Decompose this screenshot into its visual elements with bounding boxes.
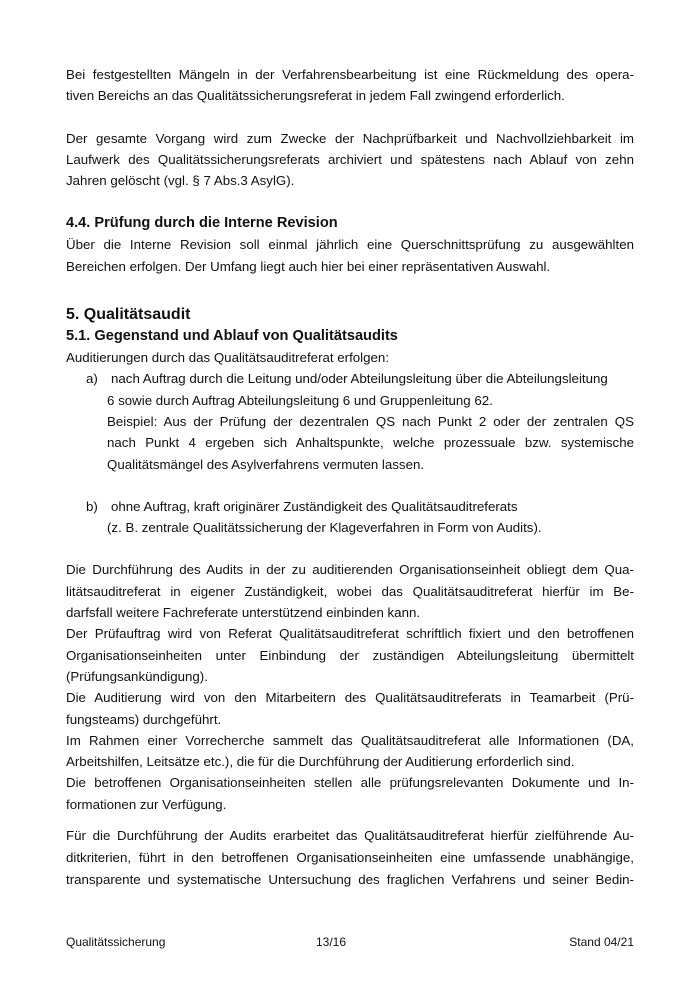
page-number: 13/16 [316,935,347,949]
text-line: Im Rahmen einer Vorrecherche sammelt das Qualitätsauditreferat alle Informationen (DA, [66,732,634,748]
text-line: (Prüfungsankündigung). [66,668,208,684]
text-line: Der gesamte Vorgang wird zum Zwecke der Nachprüfbarkeit und Nachvollziehbarkeit im [66,130,634,146]
audit-intro: Auditierungen durch das Qualitätsauditreferat erfolgen: [66,350,390,366]
text-line: Arbeitshilfen, Leitsätze etc.), die für die Durchführung der Auditierung erforderlich sind. [66,754,575,770]
text-line: Der Prüfauftrag wird von Referat Qualitätsauditreferat schriftlich fixiert und den betroffenen [66,626,634,642]
paragraph-audit-procedure [66,559,634,815]
text-line: fungsteams) durchgeführt. [66,711,222,727]
heading-4-4: 4.4. Prüfung durch die Interne Revision [66,215,338,232]
text-line: Über die Interne Revision soll einmal jährlich eine Querschnittsprüfung zu ausgewählten [66,237,634,253]
text-line: litätsauditreferat in eigener Zuständigkeit, wobei das Qualitätsauditreferat hierfür im Be- [66,583,634,599]
paragraph-internal-revision [66,234,634,277]
footer-title: Qualitätssicherung [66,935,166,949]
paragraph-audit-criteria [66,825,634,891]
text-line: Die Durchführung des Audits in der zu auditierenden Organisationseinheit obliegt dem Qua- [66,562,634,578]
text-line: (z. B. zentrale Qualitätssicherung der Klageverfahren in Form von Audits). [107,520,542,536]
text-line: transparente und systematische Untersuchung des fraglichen Verfahrens und seiner Bedin- [66,872,634,888]
list-item-b [66,496,634,539]
text-line: ohne Auftrag, kraft originärer Zuständigkeit des Qualitätsauditreferats [111,498,518,514]
text-line: Jahren gelöscht (vgl. § 7 Abs.3 AsylG). [66,173,295,189]
text-line: nach Auftrag durch die Leitung und/oder Abteilungsleitung über die Abteilungsleitung [111,371,608,387]
text-line: Die Auditierung wird von den Mitarbeitern des Qualitätsauditreferats in Teamarbeit (Prü- [66,690,634,706]
text-line: tiven Bereichs an das Qualitätssicherungsreferat in jedem Fall zwingend erforderlich. [66,88,565,104]
list-marker: b) [86,498,98,514]
text-line: Organisationseinheiten unter Einbindung der zuständigen Abteilungsleitung übermittelt [66,647,634,663]
text-line: ditkriterien, führt in den betroffenen Organisationseinheiten eine umfassende unabhängige, [66,850,634,866]
text-line: nach Punkt 4 ergeben sich Anhaltspunkte, welche prozessuale bzw. systemische [107,435,634,451]
paragraph-feedback [66,64,634,107]
text-line: Beispiel: Aus der Prüfung der dezentralen QS nach Punkt 2 oder der zentralen QS [107,413,634,429]
text-line: Laufwerk des Qualitätssicherungsreferats archiviert und spätestens nach Ablauf von zehn [66,151,634,167]
document-page [66,0,634,891]
heading-5-1: 5.1. Gegenstand und Ablauf von Qualitätsaudits [66,328,398,345]
text-line: formationen zur Verfügung. [66,796,227,812]
list-item-a [66,368,634,474]
text-line: 6 sowie durch Auftrag Abteilungsleitung 6 und Gruppenleitung 62. [107,392,493,408]
text-line: darfsfall weitere Fachreferate unterstützend einbinden kann. [66,605,421,621]
text-line: Bei festgestellten Mängeln in der Verfahrensbearbeitung ist eine Rückmeldung des opera- [66,67,634,82]
footer-version: Stand 04/21 [569,935,634,949]
list-marker: a) [86,371,98,387]
text-line: Qualitätsmängel des Asylverfahrens vermuten lassen. [107,456,425,472]
heading-5: 5. Qualitätsaudit [66,306,191,324]
paragraph-archive [66,128,634,192]
text-line: Für die Durchführung der Audits erarbeitet das Qualitätsauditreferat hierfür zielführende Au- [66,828,634,844]
text-line: Die betroffenen Organisationseinheiten stellen alle prüfungsrelevanten Dokumente und In- [66,775,634,791]
text-line: Bereichen erfolgen. Der Umfang liegt auch hier bei einer repräsentativen Auswahl. [66,258,551,274]
